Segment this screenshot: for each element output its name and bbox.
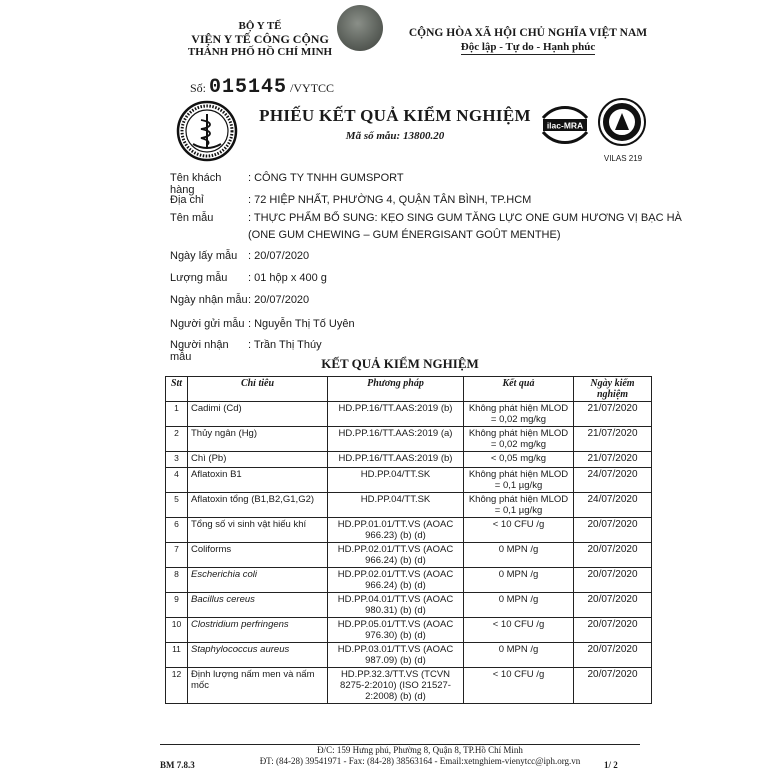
- vilas-accreditation-logo: [597, 97, 647, 155]
- ilac-mra-logo: [537, 100, 593, 150]
- row-date: 24/07/2020: [574, 468, 652, 493]
- page-number: 1/ 2: [604, 760, 618, 770]
- row-item: Thủy ngân (Hg): [188, 427, 328, 452]
- row-date: 20/07/2020: [574, 593, 652, 618]
- footer-phone-email: ĐT: (84-28) 39541971 - Fax: (84-28) 38563164 - Email:xetnghiem-vienytcc@iph.org.vn: [259, 756, 581, 766]
- table-row: [166, 493, 652, 518]
- table-row: [166, 427, 652, 452]
- header-item: Chỉ tiêu: [188, 377, 328, 402]
- row-method: HD.PP.04/TT.SK: [328, 493, 464, 518]
- row-date: 21/07/2020: [574, 452, 652, 468]
- row-stt: 11: [166, 643, 188, 668]
- row-result: 0 MPN /g: [464, 593, 574, 618]
- info-label: Người nhận mẫu: [170, 339, 229, 363]
- info-value: : Nguyễn Thị Tố Uyên: [248, 318, 355, 330]
- info-value: : THỰC PHẨM BỔ SUNG: KẸO SING GUM TĂNG LỰC ONE GUM HƯƠNG VỊ BẠC HÀ (ONE GUM CHEWING – GUM ÉNERGISANT GOÛT MENTHE): [248, 212, 682, 241]
- row-method: HD.PP.02.01/TT.VS (AOAC 966.24) (b) (d): [328, 543, 464, 568]
- row-item: Coliforms: [188, 543, 328, 568]
- row-method: HD.PP.04/TT.SK: [328, 468, 464, 493]
- document-number: [190, 76, 334, 99]
- results-body: [166, 402, 652, 704]
- row-result: 0 MPN /g: [464, 568, 574, 593]
- results-title: KẾT QUẢ KIỂM NGHIỆM: [321, 356, 479, 371]
- header-date: Ngày kiểm nghiệm: [574, 377, 652, 402]
- info-value: : 20/07/2020: [248, 250, 310, 262]
- footer-contact: [250, 745, 590, 767]
- row-date: 21/07/2020: [574, 402, 652, 427]
- info-value: : 01 hộp x 400 g: [248, 272, 327, 284]
- table-row: [166, 543, 652, 568]
- row-date: 20/07/2020: [574, 618, 652, 643]
- national-header: [408, 26, 648, 55]
- row-stt: 3: [166, 452, 188, 468]
- row-result: Không phát hiện MLOD = 0,02 mg/kg: [464, 427, 574, 452]
- institute-seal-logo: [176, 100, 238, 162]
- row-result: Không phát hiện MLOD = 0,02 mg/kg: [464, 402, 574, 427]
- row-result: Không phát hiện MLOD = 0,1 µg/kg: [464, 468, 574, 493]
- city-name: THÀNH PHỐ HỒ CHÍ MINH: [187, 46, 333, 58]
- doc-number-suffix: /VYTCC: [290, 81, 335, 95]
- row-result: < 10 CFU /g: [464, 618, 574, 643]
- row-method: HD.PP.05.01/TT.VS (AOAC 976.30) (b) (d): [328, 618, 464, 643]
- header-result: Kết quả: [464, 377, 574, 402]
- row-item: Escherichia coli: [188, 568, 328, 593]
- round-stamp: [337, 5, 383, 51]
- row-stt: 9: [166, 593, 188, 618]
- row-result: 0 MPN /g: [464, 643, 574, 668]
- form-code: BM 7.8.3: [160, 760, 195, 770]
- row-date: 20/07/2020: [574, 518, 652, 543]
- vilas-label: VILAS 219: [603, 154, 643, 163]
- row-stt: 8: [166, 568, 188, 593]
- row-item: Bacillus cereus: [188, 593, 328, 618]
- table-row: [166, 593, 652, 618]
- info-label: Địa chỉ: [170, 194, 204, 206]
- row-item: Aflatoxin B1: [188, 468, 328, 493]
- row-date: 21/07/2020: [574, 427, 652, 452]
- info-label: Ngày lấy mẫu: [170, 250, 238, 262]
- row-method: HD.PP.04.01/TT.VS (AOAC 980.31) (b) (d): [328, 593, 464, 618]
- table-row: [166, 643, 652, 668]
- info-label: Ngày nhận mẫu: [170, 294, 248, 306]
- row-method: HD.PP.02.01/TT.VS (AOAC 966.24) (b) (d): [328, 568, 464, 593]
- row-item: Clostridium perfringens: [188, 618, 328, 643]
- info-value: : 20/07/2020: [248, 294, 310, 306]
- row-result: Không phát hiện MLOD = 0,1 µg/kg: [464, 493, 574, 518]
- row-date: 20/07/2020: [574, 543, 652, 568]
- header-stt: Stt: [166, 377, 188, 402]
- row-stt: 5: [166, 493, 188, 518]
- ministry-name: BỘ Y TẾ: [238, 20, 282, 32]
- table-row: [166, 452, 652, 468]
- row-method: HD.PP.01.01/TT.VS (AOAC 966.23) (b) (d): [328, 518, 464, 543]
- info-label: Người gửi mẫu: [170, 318, 245, 330]
- national-motto: Độc lập - Tự do - Hạnh phúc: [460, 41, 596, 53]
- table-row: [166, 668, 652, 704]
- row-date: 20/07/2020: [574, 668, 652, 704]
- row-result: 0 MPN /g: [464, 543, 574, 568]
- row-stt: 10: [166, 618, 188, 643]
- row-method: HD.PP.03.01/TT.VS (AOAC 987.09) (b) (d): [328, 643, 464, 668]
- row-stt: 7: [166, 543, 188, 568]
- table-row: [166, 468, 652, 493]
- info-label: Tên khách hàng: [170, 172, 222, 196]
- row-stt: 12: [166, 668, 188, 704]
- footer-address: Đ/C: 159 Hưng phú, Phường 8, Quận 8, TP.Hồ Chí Minh: [317, 745, 523, 755]
- header-method: Phương pháp: [328, 377, 464, 402]
- table-row: [166, 618, 652, 643]
- row-date: 20/07/2020: [574, 643, 652, 668]
- mra-logo-text: ilac-MRA: [546, 120, 584, 131]
- row-item: Cadimi (Cd): [188, 402, 328, 427]
- doc-number-value: 015145: [209, 76, 288, 99]
- row-item: Định lượng nấm men và nấm mốc: [188, 668, 328, 704]
- row-result: < 0,05 mg/kg: [464, 452, 574, 468]
- row-stt: 2: [166, 427, 188, 452]
- row-result: < 10 CFU /g: [464, 518, 574, 543]
- row-item: Chì (Pb): [188, 452, 328, 468]
- row-method: HD.PP.16/TT.AAS:2019 (b): [328, 402, 464, 427]
- row-stt: 4: [166, 468, 188, 493]
- row-date: 20/07/2020: [574, 568, 652, 593]
- row-stt: 1: [166, 402, 188, 427]
- info-value: : 72 HIỆP NHẤT, PHƯỜNG 4, QUẬN TÂN BÌNH, TP.HCM: [248, 194, 532, 206]
- row-method: HD.PP.16/TT.AAS:2019 (b): [328, 452, 464, 468]
- row-item: Staphylococcus aureus: [188, 643, 328, 668]
- row-item: Aflatoxin tổng (B1,B2,G1,G2): [188, 493, 328, 518]
- table-row: [166, 568, 652, 593]
- sample-code: Mã số mẫu: 13800.20: [345, 130, 445, 142]
- info-label: Tên mẫu: [170, 212, 214, 224]
- row-item: Tổng số vi sinh vật hiếu khí: [188, 518, 328, 543]
- issuer-header: [185, 20, 335, 59]
- document-title: PHIẾU KẾT QUẢ KIỂM NGHIỆM: [259, 106, 531, 125]
- table-row: [166, 402, 652, 427]
- info-label: Lượng mẫu: [170, 272, 228, 284]
- row-result: < 10 CFU /g: [464, 668, 574, 704]
- country-name: CỘNG HÒA XÃ HỘI CHỦ NGHĨA VIỆT NAM: [408, 27, 648, 39]
- row-date: 24/07/2020: [574, 493, 652, 518]
- info-value: : CÔNG TY TNHH GUMSPORT: [248, 172, 404, 184]
- table-header-row: [166, 377, 652, 402]
- doc-number-prefix: Số:: [190, 81, 207, 95]
- row-stt: 6: [166, 518, 188, 543]
- row-method: HD.PP.32.3/TT.VS (TCVN 8275-2:2010) (ISO 21527-2:2008) (b) (d): [328, 668, 464, 704]
- institute-name: VIỆN Y TẾ CÔNG CỘNG: [191, 32, 329, 46]
- results-table: [165, 376, 652, 704]
- row-method: HD.PP.16/TT.AAS:2019 (a): [328, 427, 464, 452]
- info-value: : Trần Thị Thúy: [248, 339, 322, 351]
- table-row: [166, 518, 652, 543]
